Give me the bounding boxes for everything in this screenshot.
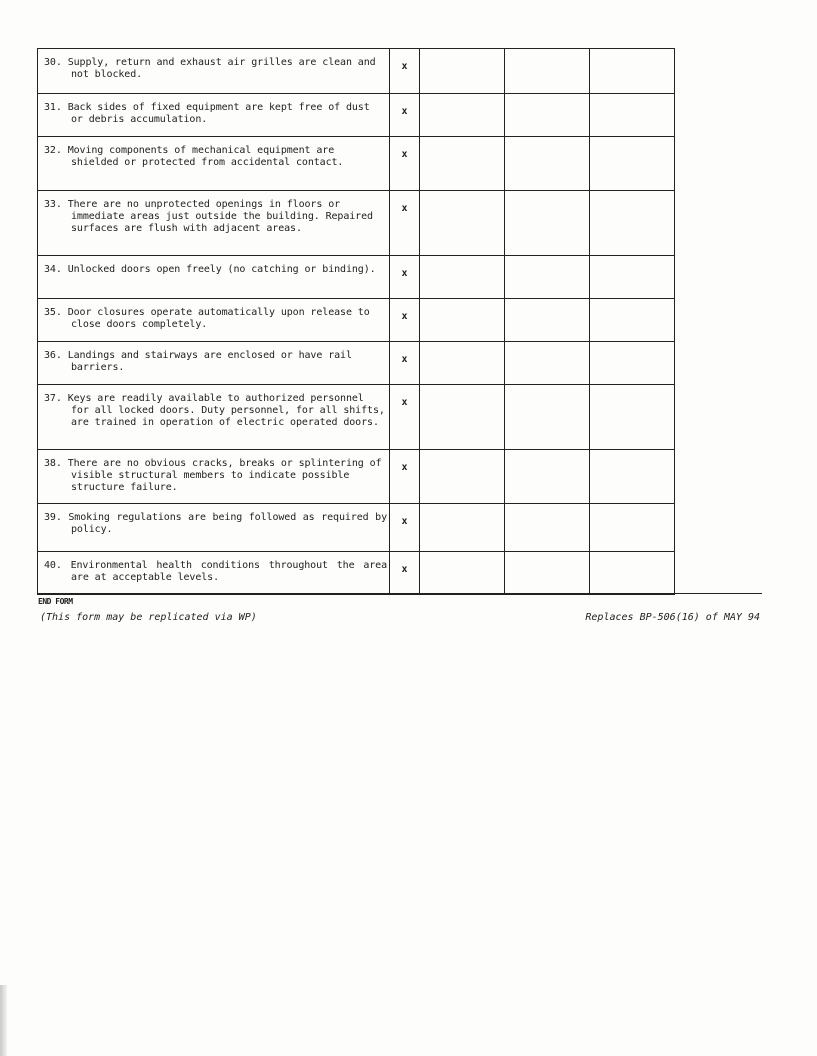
blank-cell[interactable] bbox=[590, 342, 675, 385]
check-mark-cell[interactable]: x bbox=[390, 385, 420, 450]
inspection-checklist-table bbox=[37, 48, 675, 595]
blank-cell[interactable] bbox=[590, 385, 675, 450]
item-text-cell: 39. Smoking regulations are being followed as required by policy. bbox=[38, 504, 390, 552]
table-row bbox=[38, 191, 675, 256]
end-form-label: END FORM bbox=[38, 597, 73, 606]
blank-cell[interactable] bbox=[420, 137, 505, 191]
blank-cell[interactable] bbox=[420, 256, 505, 299]
item-text-cell: 37. Keys are readily available to authorized personnel for all locked doors. Duty personnel, for all shifts, are trained in operation of electric operated doors. bbox=[38, 385, 390, 450]
table-row bbox=[38, 342, 675, 385]
replication-note: (This form may be replicated via WP) bbox=[40, 612, 257, 623]
table-row bbox=[38, 137, 675, 191]
blank-cell[interactable] bbox=[420, 450, 505, 504]
blank-cell[interactable] bbox=[420, 299, 505, 342]
blank-cell[interactable] bbox=[505, 94, 590, 137]
check-mark-cell[interactable]: x bbox=[390, 191, 420, 256]
item-text-cell: 38. There are no obvious cracks, breaks or splintering of visible structural members to indicate possible structure failure. bbox=[38, 450, 390, 504]
item-text-cell: 34. Unlocked doors open freely (no catching or binding). bbox=[38, 256, 390, 299]
blank-cell[interactable] bbox=[505, 299, 590, 342]
table-row bbox=[38, 504, 675, 552]
blank-cell[interactable] bbox=[590, 256, 675, 299]
blank-cell[interactable] bbox=[590, 504, 675, 552]
blank-cell[interactable] bbox=[505, 137, 590, 191]
blank-cell[interactable] bbox=[420, 504, 505, 552]
item-text-cell: 32. Moving components of mechanical equipment are shielded or protected from accidental contact. bbox=[38, 137, 390, 191]
blank-cell[interactable] bbox=[505, 256, 590, 299]
check-mark-cell[interactable]: x bbox=[390, 552, 420, 595]
replaces-form-note: Replaces BP-506(16) of MAY 94 bbox=[585, 612, 760, 623]
blank-cell[interactable] bbox=[420, 385, 505, 450]
blank-cell[interactable] bbox=[420, 94, 505, 137]
blank-cell[interactable] bbox=[505, 342, 590, 385]
blank-cell[interactable] bbox=[505, 49, 590, 94]
bottom-rule-divider bbox=[37, 593, 762, 594]
blank-cell[interactable] bbox=[505, 504, 590, 552]
blank-cell[interactable] bbox=[590, 299, 675, 342]
blank-cell[interactable] bbox=[505, 552, 590, 595]
blank-cell[interactable] bbox=[590, 49, 675, 94]
blank-cell[interactable] bbox=[590, 94, 675, 137]
blank-cell[interactable] bbox=[420, 552, 505, 595]
table-row bbox=[38, 94, 675, 137]
table-row bbox=[38, 256, 675, 299]
item-text-cell: 30. Supply, return and exhaust air grilles are clean and not blocked. bbox=[38, 49, 390, 94]
table-row bbox=[38, 299, 675, 342]
item-text-cell: 36. Landings and stairways are enclosed or have rail barriers. bbox=[38, 342, 390, 385]
blank-cell[interactable] bbox=[590, 137, 675, 191]
blank-cell[interactable] bbox=[505, 191, 590, 256]
check-mark-cell[interactable]: x bbox=[390, 504, 420, 552]
scan-edge-shadow bbox=[0, 985, 7, 1056]
check-mark-cell[interactable]: x bbox=[390, 450, 420, 504]
blank-cell[interactable] bbox=[590, 450, 675, 504]
check-mark-cell[interactable]: x bbox=[390, 342, 420, 385]
blank-cell[interactable] bbox=[420, 49, 505, 94]
check-mark-cell[interactable]: x bbox=[390, 137, 420, 191]
item-text-cell: 31. Back sides of fixed equipment are kept free of dust or debris accumulation. bbox=[38, 94, 390, 137]
item-text-cell: 40. Environmental health conditions throughout the area are at acceptable levels. bbox=[38, 552, 390, 595]
check-mark-cell[interactable]: x bbox=[390, 94, 420, 137]
blank-cell[interactable] bbox=[590, 191, 675, 256]
table-row bbox=[38, 450, 675, 504]
table-row bbox=[38, 552, 675, 595]
blank-cell[interactable] bbox=[505, 385, 590, 450]
table-row bbox=[38, 49, 675, 94]
blank-cell[interactable] bbox=[590, 552, 675, 595]
check-mark-cell[interactable]: x bbox=[390, 299, 420, 342]
blank-cell[interactable] bbox=[420, 342, 505, 385]
item-text-cell: 33. There are no unprotected openings in floors or immediate areas just outside the building. Repaired surfaces are flush with adjacent areas. bbox=[38, 191, 390, 256]
check-mark-cell[interactable]: x bbox=[390, 256, 420, 299]
item-text-cell: 35. Door closures operate automatically upon release to close doors completely. bbox=[38, 299, 390, 342]
blank-cell[interactable] bbox=[505, 450, 590, 504]
blank-cell[interactable] bbox=[420, 191, 505, 256]
table-row bbox=[38, 385, 675, 450]
check-mark-cell[interactable]: x bbox=[390, 49, 420, 94]
